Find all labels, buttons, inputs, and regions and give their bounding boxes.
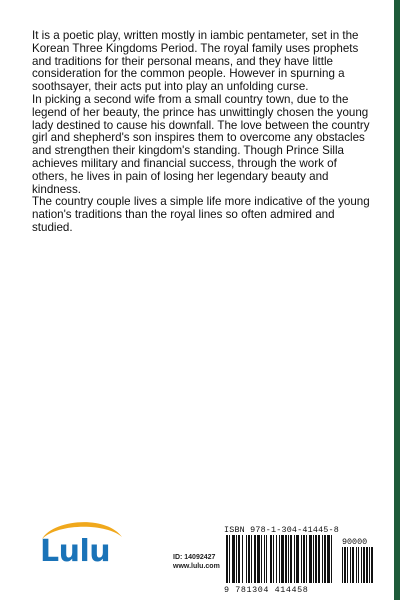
barcode-addon-bar [350, 547, 351, 583]
barcode-bar [246, 535, 247, 583]
barcode-bar [288, 535, 289, 583]
barcode-bar [261, 535, 262, 583]
barcode-bar [327, 535, 330, 583]
logo-wordmark: Lulu [40, 534, 111, 569]
barcode-bar [273, 535, 274, 583]
barcode-bar [266, 535, 267, 583]
price-code: 90000 [342, 537, 368, 547]
isbn-label: ISBN 978-1-304-41445-8 [224, 525, 339, 535]
ean-digits: 9 781304 414458 [224, 585, 309, 595]
barcode-bar [296, 535, 299, 583]
barcode-bar [285, 535, 287, 583]
barcode-bar [248, 535, 250, 583]
barcode-bar [270, 535, 272, 583]
barcode-bar [264, 535, 265, 583]
barcode-bar [281, 535, 284, 583]
barcode-bar [226, 535, 228, 583]
barcode-bar [251, 535, 252, 583]
publisher-info [173, 553, 220, 571]
barcode-bar [294, 535, 295, 583]
barcode-bar [242, 535, 243, 583]
blurb-paragraph-2: In picking a second wife from a small country town, due to the legend of her beauty, the prince has unwittingly chosen the young lady destined to cause his downfall. The love between the country girl and shepherd's son inspires them to overcome any obstacles and strengthen their kingdom's standing. Though Prince Silla achieves military and financial success, through the work of others, he lives in pain of losing her legendary beauty and kindness. [32, 92, 370, 196]
barcode-addon-bar [371, 547, 373, 583]
barcode-bar [318, 535, 320, 583]
barcode-addon-bar [361, 547, 362, 583]
barcode-bar [276, 535, 277, 583]
barcode-addon-bar [369, 547, 370, 583]
blurb-paragraph-1: It is a poetic play, written mostly in iambic pentameter, set in the Korean Three Kingdoms Period. The royal family uses prophets and traditions for their personal means, and they have little consideration for the common people. However in spurning a soothsayer, their acts put into play an unfolding curse. [32, 29, 359, 94]
barcode-bar [303, 535, 305, 583]
barcode-addon-bar [352, 547, 354, 583]
barcode-addon-bar [366, 547, 368, 583]
barcode-bar [331, 535, 332, 583]
barcode-bar [324, 535, 326, 583]
barcode-bar [257, 535, 260, 583]
barcode-bar [254, 535, 256, 583]
barcode-bar [322, 535, 323, 583]
barcode-bar [279, 535, 280, 583]
barcode-addon-bar [356, 547, 357, 583]
publisher-id: ID: 14092427 [173, 554, 216, 561]
barcode-bar [313, 535, 314, 583]
barcode-addon-bar [363, 547, 365, 583]
barcode-bar [290, 535, 292, 583]
spine-edge-stripe [394, 0, 400, 600]
publisher-url: www.lulu.com [173, 563, 220, 570]
barcode-bar [236, 535, 237, 583]
lulu-logo [36, 517, 128, 577]
isbn-barcode-block [224, 525, 374, 595]
barcode-addon-bar [347, 547, 348, 583]
barcode-bar [238, 535, 240, 583]
barcode-addon-bar [344, 547, 346, 583]
barcode-bar [232, 535, 235, 583]
barcode-bar [301, 535, 302, 583]
barcode-bars [224, 535, 374, 587]
barcode-bar [306, 535, 307, 583]
barcode-addon-bar [342, 547, 343, 583]
barcode-bar [309, 535, 312, 583]
back-cover-blurb [32, 30, 372, 235]
blurb-paragraph-3: The country couple lives a simple life more indicative of the young nation's traditions than the royal lines so often admired and studied. [32, 195, 370, 234]
barcode-bar [229, 535, 230, 583]
barcode-addon-bar [358, 547, 359, 583]
barcode-bar [315, 535, 317, 583]
